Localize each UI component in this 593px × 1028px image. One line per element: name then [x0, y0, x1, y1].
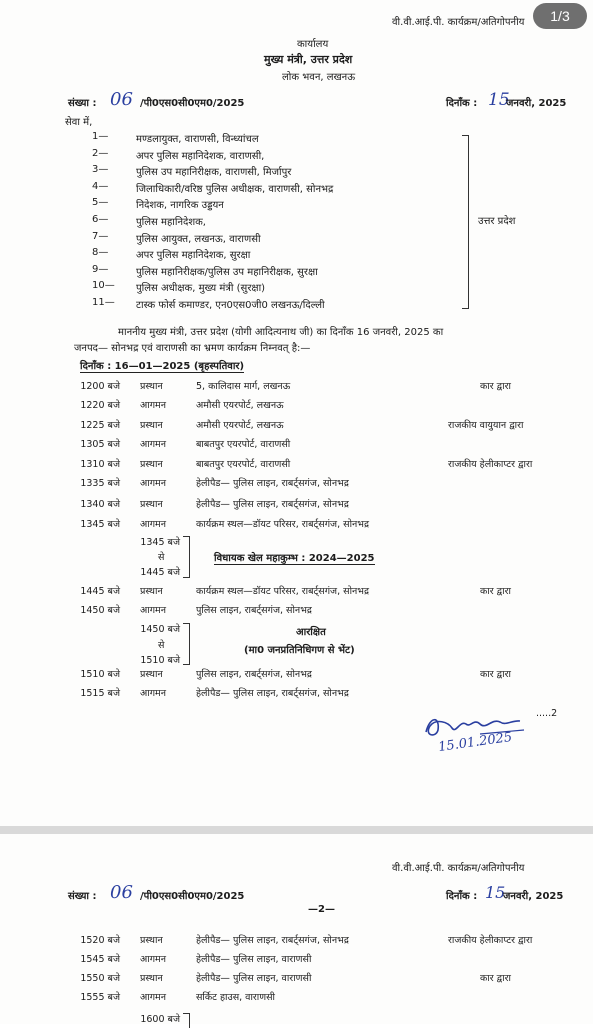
- schedule-time: 1545 बजे: [80, 954, 120, 965]
- date-label: दिनाँक :: [446, 98, 478, 109]
- p2-ref-label: संख्या :: [68, 891, 97, 902]
- schedule-mode: कार द्वारा: [480, 586, 511, 597]
- schedule-action: आगमन: [140, 439, 167, 450]
- block2-note: (मा0 जनप्रतिनिधिगण से भेंट): [244, 645, 355, 656]
- schedule-place: 5, कालिदास मार्ग, लखनऊ: [196, 381, 291, 392]
- date-rest: जनवरी, 2025: [506, 98, 567, 109]
- schedule-place: कार्यक्रम स्थल—डॉयट परिसर, राबर्ट्सगंज, सोनभद्र: [196, 519, 370, 530]
- page-counter-badge[interactable]: 1/3: [533, 3, 587, 29]
- recipient-name: अपर पुलिस महानिदेशक, वाराणसी,: [136, 150, 265, 162]
- p2-last-time: 1600 बजे: [140, 1014, 180, 1025]
- office-address: लोक भवन, लखनऊ: [282, 72, 356, 83]
- recipient-name: टास्क फोर्स कमाण्डर, एन0एस0जी0 लखनऊ/दिल्ली: [136, 300, 325, 311]
- schedule-time: 1520 बजे: [80, 935, 120, 946]
- block1-event: विधायक खेल महाकुम्भ : 2024—2025: [214, 550, 375, 565]
- recipient-number: 6—: [92, 214, 109, 225]
- schedule-time: 1445 बजे: [80, 586, 120, 597]
- recipient-number: 11—: [92, 297, 115, 308]
- recipient-number: 9—: [92, 263, 109, 275]
- schedule-place: बाबतपुर एयरपोर्ट, वाराणसी: [196, 459, 291, 470]
- schedule-place: हेलीपैड— पुलिस लाइन, राबर्ट्सगंज, सोनभद्र: [196, 478, 349, 489]
- continued-marker: .....2: [536, 708, 558, 719]
- intro-line-2: जनपद— सोनभद्र एवं वाराणसी का भ्रमण कार्यक्रम निम्नवत् है:—: [74, 343, 311, 354]
- block1-se: से: [158, 552, 165, 563]
- block2-event: आरक्षित: [296, 627, 326, 638]
- schedule-action: आगमन: [140, 992, 167, 1003]
- schedule-place: अमौसी एयरपोर्ट, लखनऊ: [196, 400, 284, 411]
- block2-from: 1450 बजे: [140, 624, 180, 635]
- recipient-name: पुलिस अधीक्षक, मुख्य मंत्री (सुरक्षा): [136, 283, 266, 295]
- recipient-name: पुलिस उप महानिरीक्षक, वाराणसी, मिर्जापुर: [136, 167, 292, 179]
- schedule-action: प्रस्थान: [140, 586, 163, 597]
- recipient-number: 4—: [92, 180, 109, 192]
- recipient-name: निदेशक, नागरिक उड्डयन: [136, 200, 224, 212]
- schedule-time: 1220 बजे: [80, 400, 120, 411]
- page-divider: [0, 826, 593, 834]
- block2-to: 1510 बजे: [140, 655, 180, 666]
- schedule-time: 1555 बजे: [80, 992, 120, 1003]
- p2-date-day: 15: [485, 883, 506, 902]
- schedule-place: हेलीपैड— पुलिस लाइन, राबर्ट्सगंज, सोनभद्र: [196, 935, 349, 946]
- schedule-time: 1345 बजे: [80, 519, 120, 530]
- p2-page-marker: —2—: [308, 904, 335, 915]
- schedule-place: हेलीपैड— पुलिस लाइन, राबर्ट्सगंज, सोनभद्र: [196, 688, 349, 699]
- schedule-action: प्रस्थान: [140, 669, 163, 680]
- schedule-action: प्रस्थान: [140, 420, 163, 431]
- schedule-time: 1340 बजे: [80, 499, 120, 510]
- recipient-name: जिलाधिकारी/वरिष्ठ पुलिस अधीक्षक, वाराणसी, सोनभद्र: [136, 183, 334, 195]
- classification-label: वी.वी.आई.पी. कार्यक्रम/अतिगोपनीय: [392, 17, 525, 28]
- recipient-number: 8—: [92, 247, 109, 259]
- office-name: मुख्य मंत्री, उत्तर प्रदेश: [264, 53, 353, 66]
- schedule-action: आगमन: [140, 688, 167, 699]
- schedule-time: 1515 बजे: [80, 688, 120, 699]
- day-heading: दिनाँक : 16—01—2025 (बृहस्पतिवार): [80, 358, 244, 373]
- block1-from: 1345 बजे: [140, 537, 180, 548]
- schedule-time: 1450 बजे: [80, 605, 120, 616]
- recipient-number: 3—: [92, 164, 109, 176]
- p2-date-rest: जनवरी, 2025: [503, 891, 564, 902]
- ref-label: संख्या :: [68, 98, 97, 109]
- schedule-place: हेलीपैड— पुलिस लाइन, वाराणसी: [196, 954, 312, 965]
- schedule-place: हेलीपैड— पुलिस लाइन, वाराणसी: [196, 973, 312, 984]
- schedule-action: प्रस्थान: [140, 935, 163, 946]
- schedule-mode: राजकीय हेलीकाप्टर द्वारा: [448, 459, 533, 470]
- recipient-number: 10—: [92, 280, 115, 292]
- recipient-number: 5—: [92, 197, 109, 209]
- schedule-action: आगमन: [140, 478, 167, 489]
- date-day: 15: [488, 90, 510, 110]
- schedule-place: कार्यक्रम स्थल—डॉयट परिसर, राबर्ट्सगंज, सोनभद्र: [196, 586, 370, 597]
- recipients-brace: [462, 135, 469, 309]
- schedule-place: सर्किट हाउस, वाराणसी: [196, 992, 275, 1003]
- office-label: कार्यालय: [297, 39, 329, 50]
- schedule-place: पुलिस लाइन, राबर्ट्सगंज, सोनभद्र: [196, 605, 312, 616]
- schedule-place: बाबतपुर एयरपोर्ट, वाराणसी: [196, 439, 291, 450]
- schedule-mode: राजकीय हेलीकाप्टर द्वारा: [448, 935, 533, 946]
- schedule-time: 1225 बजे: [80, 420, 120, 431]
- seva-label: सेवा में,: [65, 117, 93, 128]
- document-page-2: [0, 834, 593, 1024]
- schedule-action: आगमन: [140, 519, 167, 530]
- intro-line-1: माननीय मुख्य मंत्री, उत्तर प्रदेश (योगी आदित्यनाथ जी) का दिनाँक 16 जनवरी, 2025 का: [118, 327, 444, 338]
- block2-brace: [183, 623, 190, 665]
- schedule-action: प्रस्थान: [140, 973, 163, 984]
- recipient-name: पुलिस महानिदेशक,: [136, 217, 206, 228]
- schedule-mode: कार द्वारा: [480, 973, 511, 984]
- ref-number: 06: [110, 89, 133, 110]
- block1-brace: [183, 536, 190, 578]
- schedule-time: 1200 बजे: [80, 381, 120, 392]
- schedule-time: 1305 बजे: [80, 439, 120, 450]
- schedule-time: 1510 बजे: [80, 669, 120, 680]
- schedule-action: प्रस्थान: [140, 381, 163, 392]
- p2-date-label: दिनाँक :: [446, 891, 478, 902]
- recipient-name: पुलिस आयुक्त, लखनऊ, वाराणसी: [136, 233, 261, 245]
- schedule-time: 1550 बजे: [80, 973, 120, 984]
- p2-classification-label: वी.वी.आई.पी. कार्यक्रम/अतिगोपनीय: [392, 863, 525, 874]
- schedule-place: पुलिस लाइन, राबर्ट्सगंज, सोनभद्र: [196, 669, 312, 680]
- p2-last-brace: [183, 1013, 190, 1028]
- recipient-name: मण्डलायुक्त, वाराणसी, विन्ध्यांचल: [136, 134, 259, 145]
- schedule-time: 1310 बजे: [80, 459, 120, 470]
- schedule-mode: कार द्वारा: [480, 669, 511, 680]
- block1-to: 1445 बजे: [140, 567, 180, 578]
- schedule-time: 1335 बजे: [80, 478, 120, 489]
- ref-suffix: /पी0एस0सी0एम0/2025: [140, 98, 245, 109]
- schedule-action: आगमन: [140, 954, 167, 965]
- p2-ref-number: 06: [110, 882, 133, 903]
- schedule-place: हेलीपैड— पुलिस लाइन, राबर्ट्सगंज, सोनभद्र: [196, 499, 349, 510]
- schedule-mode: कार द्वारा: [480, 381, 511, 392]
- p2-ref-suffix: /पी0एस0सी0एम0/2025: [140, 891, 245, 902]
- recipient-name: पुलिस महानिरीक्षक/पुलिस उप महानिरीक्षक, सुरक्षा: [136, 266, 318, 278]
- schedule-action: प्रस्थान: [140, 459, 163, 470]
- block2-se: से: [158, 640, 165, 651]
- schedule-action: आगमन: [140, 605, 167, 616]
- schedule-place: अमौसी एयरपोर्ट, लखनऊ: [196, 420, 284, 431]
- recipient-number: 1—: [92, 131, 109, 142]
- schedule-mode: राजकीय वायुयान द्वारा: [448, 420, 524, 431]
- schedule-action: आगमन: [140, 400, 167, 411]
- schedule-action: प्रस्थान: [140, 499, 163, 510]
- recipient-name: अपर पुलिस महानिदेशक, सुरक्षा: [136, 250, 251, 262]
- recipient-number: 7—: [92, 230, 109, 242]
- state-label: उत्तर प्रदेश: [478, 216, 516, 227]
- signature-date: 15.01.2025: [437, 729, 514, 756]
- recipient-number: 2—: [92, 147, 109, 159]
